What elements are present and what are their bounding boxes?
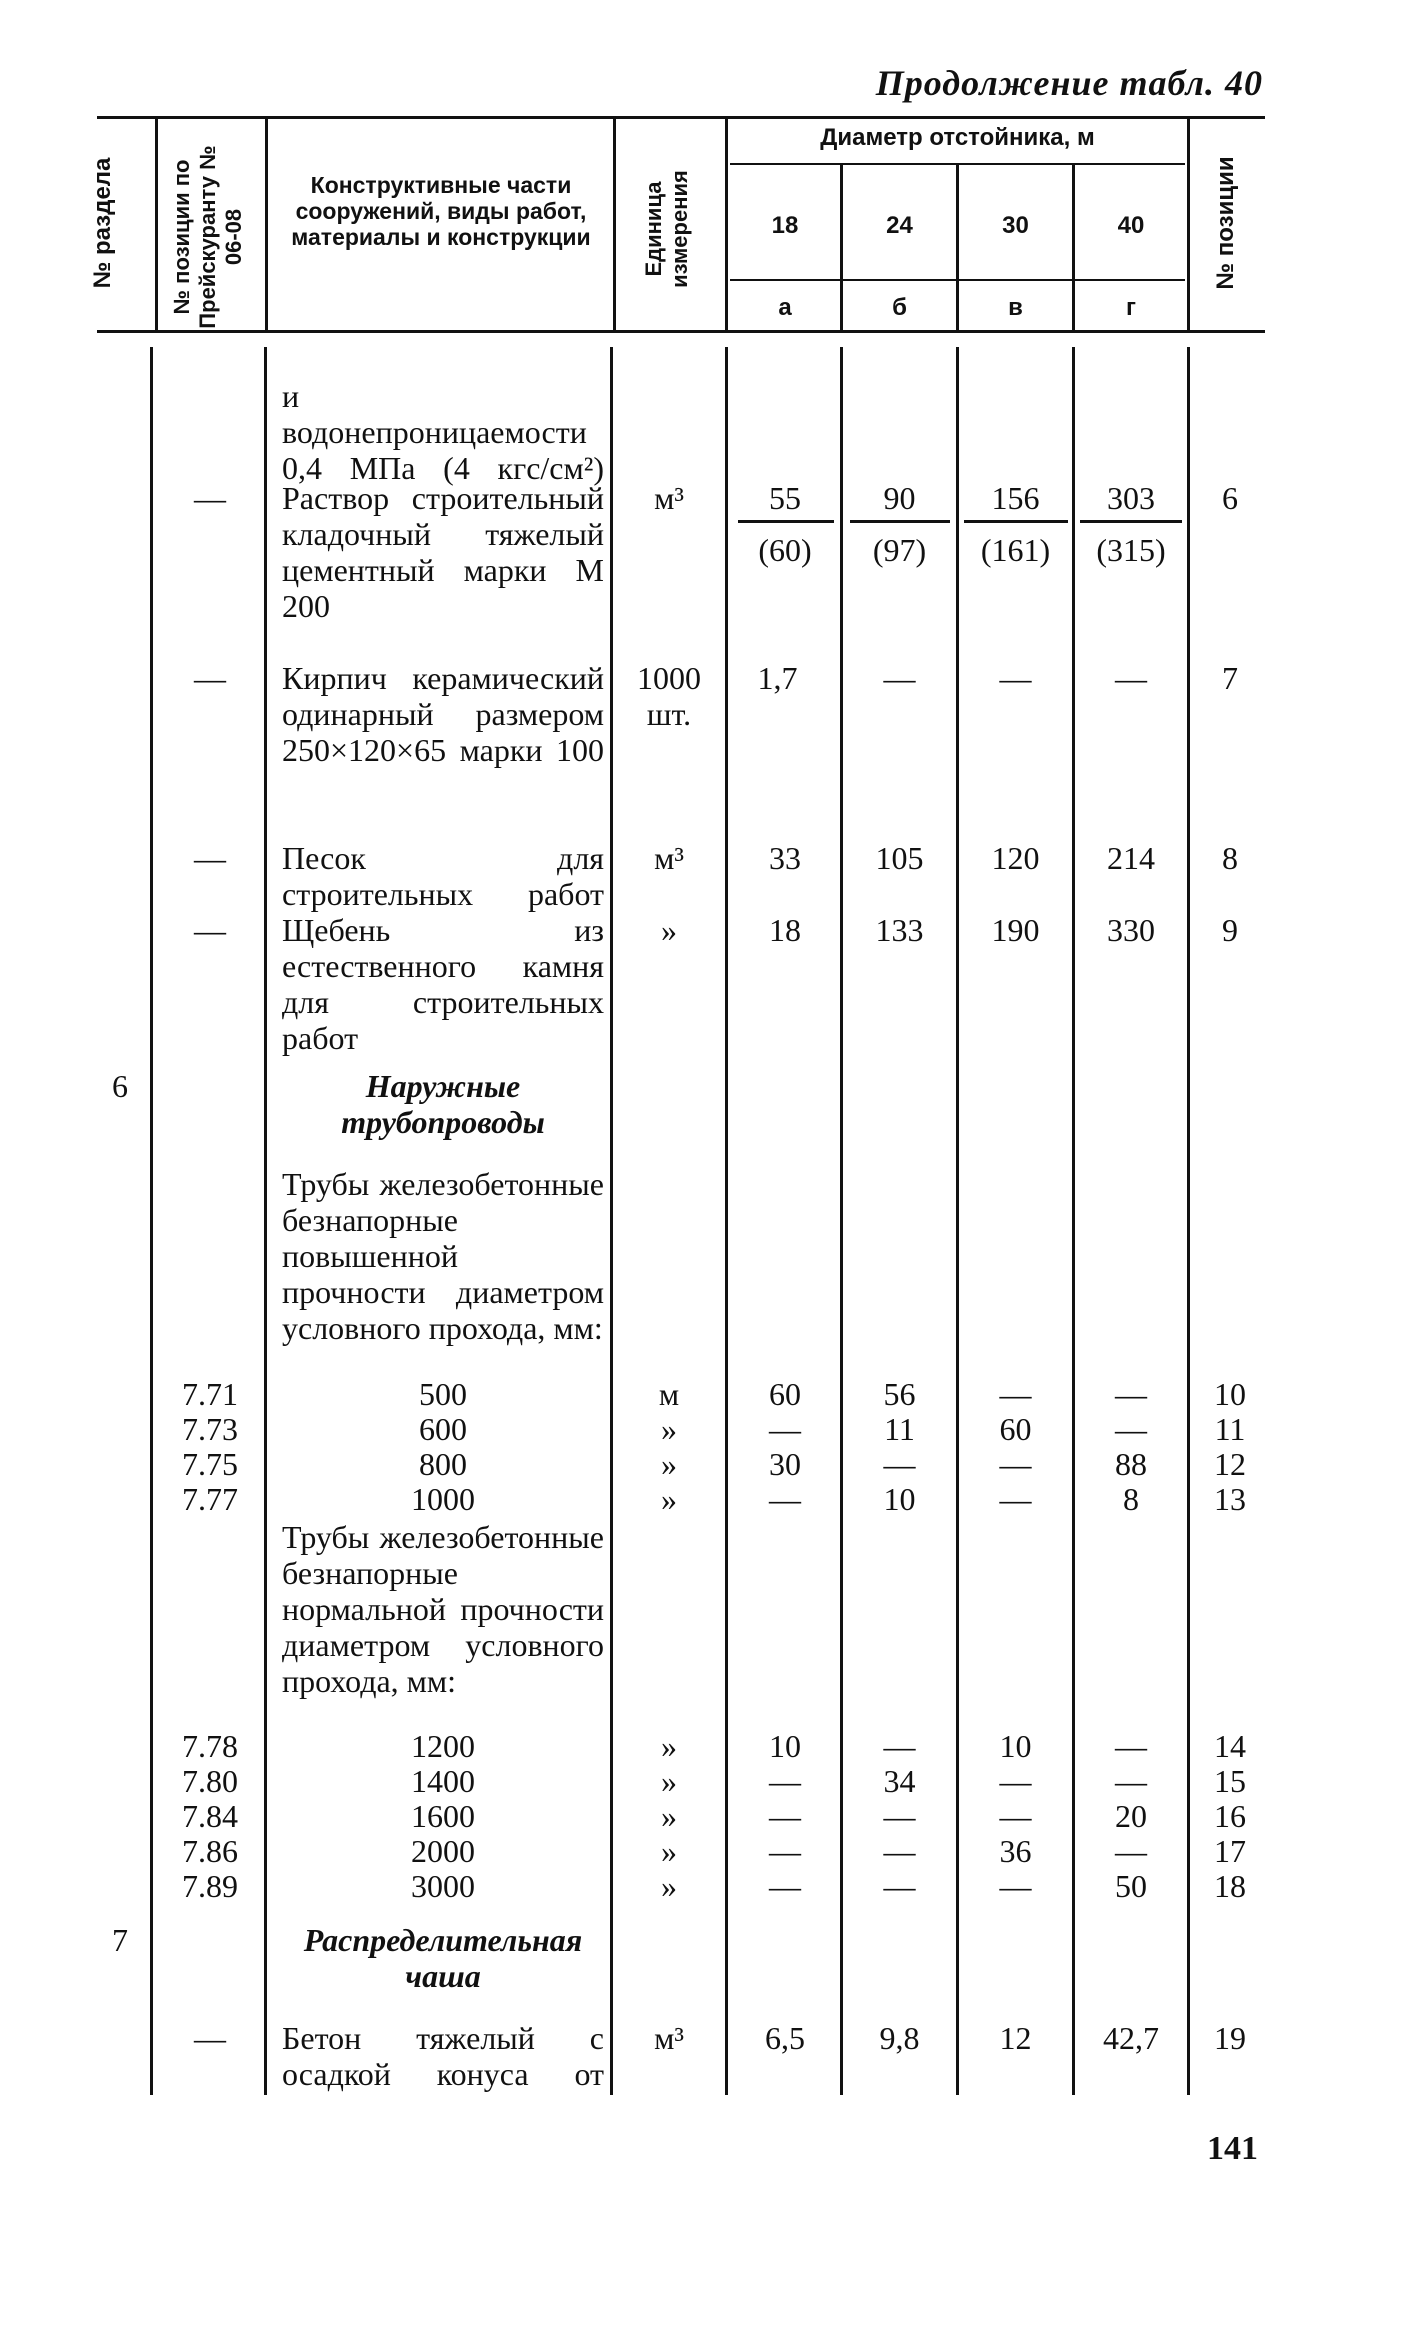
section6-title: Наружные трубопроводы (341, 1068, 545, 1140)
row15-pos: 7.80 (182, 1763, 238, 1799)
header-d18: 18 (771, 212, 799, 239)
row17-v: 36 (999, 1833, 1032, 1869)
row12-desc: 800 (419, 1446, 467, 1482)
row17-n: 17 (1214, 1833, 1246, 1869)
row8-b: 105 (875, 840, 924, 876)
row12-a: 30 (769, 1446, 801, 1482)
row7-b: — (883, 660, 916, 696)
row12-pos: 7.75 (182, 1446, 238, 1482)
row12-g: 88 (1115, 1446, 1147, 1482)
row8-g: 214 (1107, 840, 1155, 876)
row13-g: 8 (1123, 1481, 1139, 1517)
row19-a: 6,5 (765, 2020, 805, 2056)
row9-unit: » (661, 912, 677, 948)
row10-b: 56 (883, 1376, 916, 1412)
header-pricelist-pos (169, 137, 251, 337)
row6-v: 156 (991, 480, 1040, 516)
row19-desc: Бетон тяжелый с осадкой конуса от (282, 2020, 604, 2092)
col-divider (725, 118, 728, 331)
header-section-no: № раздела (89, 157, 116, 289)
row13-unit: » (661, 1481, 677, 1517)
row17-g: — (1115, 1833, 1147, 1869)
row7-a: 1,7 (757, 660, 798, 696)
row10-g: — (1115, 1376, 1147, 1412)
row18-a: — (769, 1868, 801, 1904)
header-bottom-rule (97, 330, 1265, 333)
row14-g: — (1115, 1728, 1147, 1764)
row7-unit: 1000 шт. (637, 660, 701, 732)
row11-a: — (769, 1411, 801, 1447)
header-position-no: № позиции (1212, 156, 1239, 290)
col-divider (150, 347, 153, 2095)
row19-g: 42,7 (1103, 2020, 1159, 2056)
row8-v: 120 (991, 840, 1040, 876)
row12-b: — (883, 1446, 916, 1482)
row6-fraction-line (738, 520, 834, 523)
row8-a: 33 (769, 840, 801, 876)
row6-a: 55 (769, 480, 801, 516)
row9-desc: Щебень из естественного камня для строительных работ (282, 912, 604, 1056)
row-intro-text: и водонепроницаемости 0,4 МПа (4 кгс/см²) (282, 378, 604, 486)
row10-v: — (999, 1376, 1032, 1412)
row13-n: 13 (1214, 1481, 1246, 1517)
row11-desc: 600 (419, 1411, 467, 1447)
header-unit-text: Единица измерения (641, 170, 692, 288)
row15-unit: » (661, 1763, 677, 1799)
row16-n: 16 (1214, 1798, 1246, 1834)
header-d30: 30 (1002, 212, 1029, 239)
pipes1-heading: Трубы железобетонные безнапорные повышенной прочности диаметром условного прохода, мм: (282, 1166, 604, 1346)
row11-pos: 7.73 (182, 1411, 238, 1447)
row7-v: — (999, 660, 1032, 696)
row13-b: 10 (883, 1481, 916, 1517)
row10-pos: 7.71 (182, 1376, 238, 1412)
section7-title: Распределительная чаша (303, 1922, 583, 1994)
row18-b: — (883, 1868, 916, 1904)
row9-g: 330 (1107, 912, 1155, 948)
row14-n: 14 (1214, 1728, 1246, 1764)
row12-v: — (999, 1446, 1032, 1482)
row9-n: 9 (1222, 912, 1238, 948)
row9-pos: — (194, 912, 226, 948)
row6-fraction-line (850, 520, 950, 523)
row16-g: 20 (1115, 1798, 1147, 1834)
row17-pos: 7.86 (182, 1833, 238, 1869)
row18-desc: 3000 (411, 1868, 475, 1904)
row7-n: 7 (1222, 660, 1238, 696)
row9-b: 133 (875, 912, 924, 948)
row16-v: — (999, 1798, 1032, 1834)
header-d40: 40 (1117, 212, 1145, 239)
row16-unit: » (661, 1798, 677, 1834)
row13-v: — (999, 1481, 1032, 1517)
row10-n: 10 (1214, 1376, 1246, 1412)
row19-unit: м³ (654, 2020, 684, 2056)
header-col-g: г (1126, 294, 1136, 321)
row13-desc: 1000 (411, 1481, 475, 1517)
row14-b: — (883, 1728, 916, 1764)
row14-v: 10 (999, 1728, 1032, 1764)
row16-desc: 1600 (411, 1798, 475, 1834)
row15-b: 34 (883, 1763, 916, 1799)
row6-a2: (60) (758, 532, 812, 568)
col-divider (1187, 118, 1190, 331)
row11-g: — (1115, 1411, 1147, 1447)
row15-g: — (1115, 1763, 1147, 1799)
row15-a: — (769, 1763, 801, 1799)
row7-pos: — (194, 660, 226, 696)
row6-pos: — (194, 480, 226, 516)
row14-unit: » (661, 1728, 677, 1764)
row6-desc: Раствор строительный кладочный тяжелый цементный марки М 200 (282, 480, 604, 624)
row6-b: 90 (883, 480, 916, 516)
row6-g: 303 (1107, 480, 1155, 516)
row8-desc: Песок для строительных работ (282, 840, 604, 912)
row15-desc: 1400 (411, 1763, 475, 1799)
header-unit (641, 129, 699, 329)
col-divider (265, 118, 268, 331)
header-d24: 24 (886, 212, 913, 239)
row6-fraction-line (964, 520, 1068, 523)
row6-fraction-line (1080, 520, 1182, 523)
row19-n: 19 (1214, 2020, 1246, 2056)
row8-pos: — (194, 840, 226, 876)
col-divider (155, 118, 158, 331)
header-pricelist-pos-text: № позиции по Прейскуранту № 06-08 (169, 145, 246, 329)
row19-b: 9,8 (879, 2020, 920, 2056)
row17-b: — (883, 1833, 916, 1869)
table-top-rule (97, 116, 1265, 119)
header-description: Конструктивные части сооружений, виды работ, материалы и конструкции (291, 172, 591, 250)
pipes2-heading: Трубы железобетонные безнапорные нормальной прочности диаметром условного прохода, мм: (282, 1519, 604, 1699)
row8-n: 8 (1222, 840, 1238, 876)
header-col-b: б (892, 294, 907, 321)
row17-desc: 2000 (411, 1833, 475, 1869)
row10-unit: м (658, 1376, 680, 1412)
row12-n: 12 (1214, 1446, 1246, 1482)
row16-b: — (883, 1798, 916, 1834)
row17-unit: » (661, 1833, 677, 1869)
row6-g2: (315) (1096, 532, 1166, 568)
row18-n: 18 (1214, 1868, 1246, 1904)
row9-v: 190 (991, 912, 1040, 948)
row14-desc: 1200 (411, 1728, 475, 1764)
row10-desc: 500 (419, 1376, 467, 1412)
row14-a: 10 (769, 1728, 801, 1764)
page-number: 141 (1207, 2130, 1258, 2167)
row18-unit: » (661, 1868, 677, 1904)
continuation-title: Продолжение табл. 40 (875, 63, 1263, 103)
row13-pos: 7.77 (182, 1481, 238, 1517)
row11-v: 60 (999, 1411, 1032, 1447)
row19-v: 12 (999, 2020, 1032, 2056)
row7-g: — (1115, 660, 1147, 696)
row13-a: — (769, 1481, 801, 1517)
row8-unit: м³ (654, 840, 684, 876)
section7-no: 7 (112, 1922, 128, 1958)
row18-v: — (999, 1868, 1032, 1904)
row6-b2: (97) (872, 532, 927, 568)
row7-desc: Кирпич керамический одинарный размером 250×120×65 марки 100 (282, 660, 604, 768)
header-diameter: Диаметр отстойника, м (820, 124, 1095, 151)
row15-n: 15 (1214, 1763, 1246, 1799)
col-divider (725, 347, 728, 2095)
row9-a: 18 (769, 912, 801, 948)
row19-pos: — (194, 2020, 226, 2056)
row6-v2: (161) (980, 532, 1051, 568)
row15-v: — (999, 1763, 1032, 1799)
row6-n: 6 (1222, 480, 1238, 516)
row11-b: 11 (884, 1411, 915, 1447)
header-col-a: а (778, 294, 792, 321)
row10-a: 60 (769, 1376, 801, 1412)
col-divider (613, 118, 616, 331)
row12-unit: » (661, 1446, 677, 1482)
row11-n: 11 (1214, 1411, 1246, 1447)
row14-pos: 7.78 (182, 1728, 238, 1764)
header-col-v: в (1008, 294, 1023, 321)
row16-a: — (769, 1798, 801, 1834)
section6-no: 6 (112, 1068, 128, 1104)
row16-pos: 7.84 (182, 1798, 238, 1834)
row11-unit: » (661, 1411, 677, 1447)
row18-pos: 7.89 (182, 1868, 238, 1904)
row17-a: — (769, 1833, 801, 1869)
row6-unit: м³ (654, 480, 684, 516)
row18-g: 50 (1115, 1868, 1147, 1904)
